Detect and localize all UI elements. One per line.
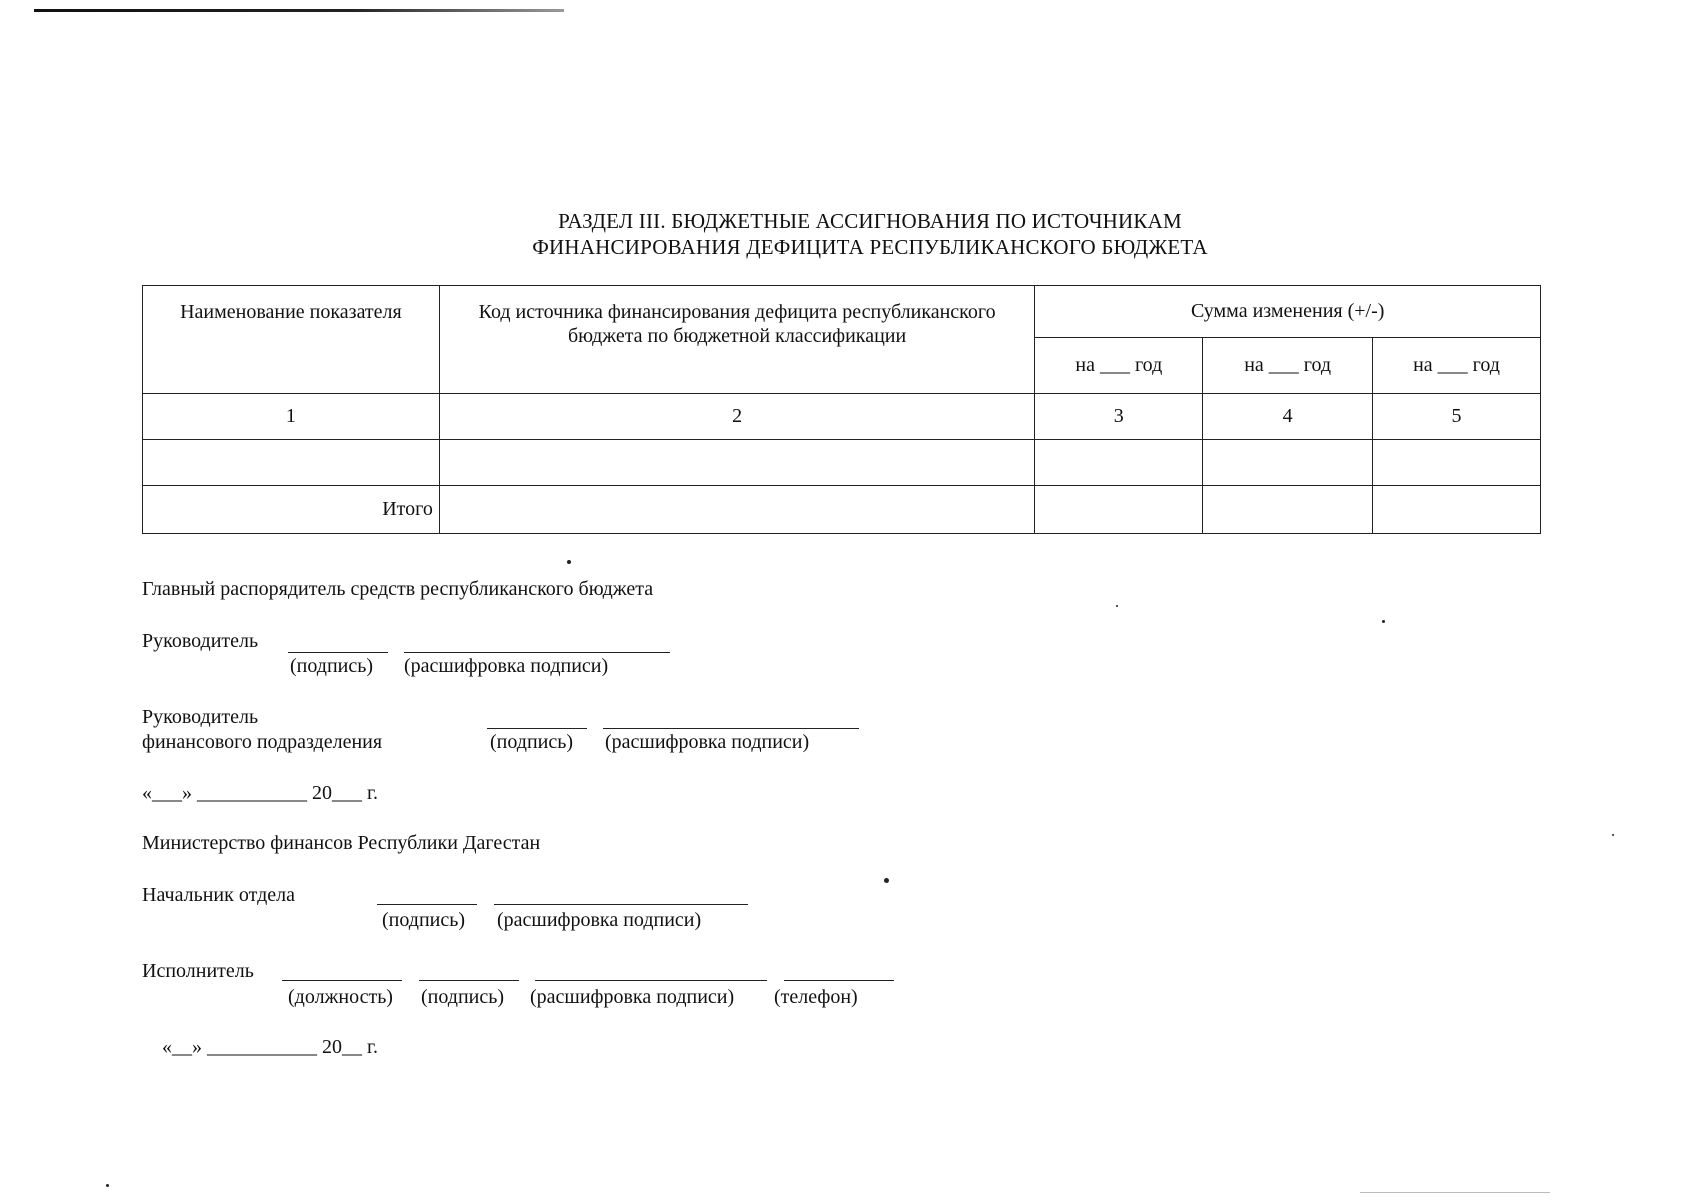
executor-signature-line [419, 980, 519, 981]
column-header-indicator: Наименование показателя [143, 286, 440, 394]
header-row [143, 286, 1541, 338]
dept-head-label: Начальник отдела [142, 884, 295, 906]
scan-artifact-bottom-line [1360, 1192, 1550, 1193]
scan-speck [1382, 620, 1385, 623]
executor-position-caption: (должность) [288, 986, 393, 1008]
column-number: 1 [143, 394, 440, 440]
data-cell [143, 440, 440, 486]
total-cell [1373, 486, 1541, 534]
column-number: 5 [1373, 394, 1541, 440]
data-cell [439, 440, 1035, 486]
dept-head-decode-line [494, 904, 748, 905]
total-label: Итого [143, 486, 440, 534]
year-header: на ___ год [1035, 337, 1203, 393]
head-signature-caption: (подпись) [290, 655, 374, 677]
year-header: на ___ год [1203, 337, 1373, 393]
budget-table [142, 285, 1541, 534]
scan-speck [1116, 605, 1118, 607]
head-decode-line [404, 652, 670, 653]
head-label: Руководитель [142, 630, 259, 652]
data-cell [1373, 440, 1541, 486]
fin-head-decode-caption: (расшифровка подписи) [605, 731, 810, 753]
fin-head-label-line2: финансового подразделения [142, 731, 383, 753]
scan-speck [884, 878, 889, 883]
head-signature-line [288, 652, 388, 653]
head-decode-caption: (расшифровка подписи) [404, 655, 609, 677]
executor-phone-line [784, 980, 894, 981]
executor-decode-caption: (расшифровка подписи) [530, 986, 735, 1008]
dept-head-signature-caption: (подпись) [382, 909, 466, 931]
column-number: 4 [1203, 394, 1373, 440]
date-field-1: «___» ___________ 20___ г. [142, 782, 378, 804]
fin-head-decode-line [603, 728, 859, 729]
year-header: на ___ год [1373, 337, 1541, 393]
executor-position-line [282, 980, 402, 981]
date-field-2: «__» ___________ 20__ г. [162, 1036, 378, 1058]
fin-head-signature-caption: (подпись) [490, 731, 574, 753]
executor-phone-caption: (телефон) [774, 986, 858, 1008]
column-number-row [143, 394, 1541, 440]
fin-head-signature-line [487, 728, 587, 729]
scan-speck [567, 560, 571, 564]
total-cell [1035, 486, 1203, 534]
scan-speck [1612, 834, 1614, 836]
total-cell [439, 486, 1035, 534]
total-cell [1203, 486, 1373, 534]
column-number: 3 [1035, 394, 1203, 440]
scan-speck [106, 1184, 109, 1187]
section-title-line2: ФИНАНСИРОВАНИЯ ДЕФИЦИТА РЕСПУБЛИКАНСКОГО БЮДЖЕТА [532, 235, 1208, 259]
fin-head-label-line1: Руководитель [142, 706, 259, 728]
column-header-change-sum: Сумма изменения (+/-) [1035, 286, 1541, 338]
executor-signature-caption: (подпись) [421, 986, 505, 1008]
main-manager-label: Главный распорядитель средств республиканского бюджета [142, 578, 654, 600]
column-header-source-code: Код источника финансирования дефицита республиканского бюджета по бюджетной классификации [439, 286, 1035, 394]
data-cell [1035, 440, 1203, 486]
executor-label: Исполнитель [142, 960, 254, 982]
section-title [0, 208, 1688, 260]
section-title-line1: РАЗДЕЛ III. БЮДЖЕТНЫЕ АССИГНОВАНИЯ ПО ИСТОЧНИКАМ [558, 209, 1182, 233]
ministry-label: Министерство финансов Республики Дагестан [142, 832, 541, 854]
total-row [143, 486, 1541, 534]
data-row [143, 440, 1541, 486]
dept-head-signature-line [377, 904, 477, 905]
scan-artifact-top-line [34, 9, 564, 12]
column-number: 2 [439, 394, 1035, 440]
executor-decode-line [535, 980, 767, 981]
data-cell [1203, 440, 1373, 486]
dept-head-decode-caption: (расшифровка подписи) [497, 909, 702, 931]
